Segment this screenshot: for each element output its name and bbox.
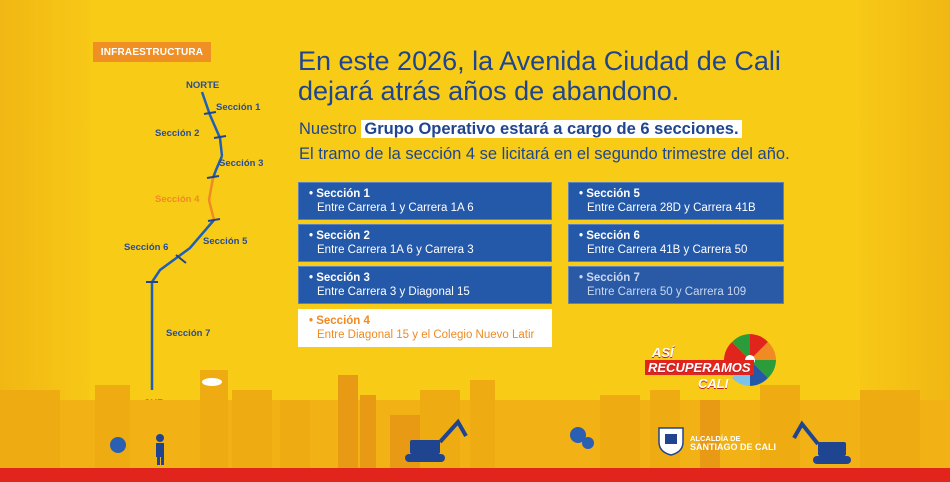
section-card-4-title: • Sección 4	[309, 315, 370, 327]
section-card-4-desc: Entre Diagonal 15 y el Colegio Nuevo Latir	[317, 329, 535, 341]
section-card-2	[298, 224, 552, 262]
headline-line2: dejará atrás años de abandono.	[298, 76, 680, 106]
category-tag: INFRAESTRUCTURA	[93, 42, 211, 62]
brand-word-1: ASÍ	[652, 345, 674, 360]
alcaldia-line2: SANTIAGO DE CALI	[690, 442, 777, 452]
brand-word-2: RECUPERAMOS	[645, 360, 754, 375]
subline-1	[299, 120, 742, 139]
section-card-6-desc: Entre Carrera 41B y Carrera 50	[587, 244, 748, 256]
route-section4	[209, 178, 214, 220]
map-north-label: NORTE	[186, 80, 220, 91]
section-card-1-desc: Entre Carrera 1 y Carrera 1A 6	[317, 202, 474, 214]
subline-1-highlight: Grupo Operativo estará a cargo de 6 secciones.	[361, 120, 741, 138]
map-label-7: Sección 7	[166, 328, 211, 339]
cloud-icons	[202, 360, 713, 386]
worker-icon	[156, 434, 164, 465]
section-card-5-title: • Sección 5	[579, 188, 640, 200]
headline-line1: En este 2026, la Avenida Ciudad de Cali	[298, 46, 781, 76]
section-card-2-desc: Entre Carrera 1A 6 y Carrera 3	[317, 244, 474, 256]
section-card-6-title: • Sección 6	[579, 230, 640, 242]
city-skyline-illustration	[0, 360, 950, 482]
section-card-3	[298, 266, 552, 304]
map-label-2: Sección 2	[155, 128, 200, 139]
section-card-3-desc: Entre Carrera 3 y Diagonal 15	[317, 286, 470, 298]
subline-2: El tramo de la sección 4 se licitará en el segundo trimestre del año.	[299, 145, 790, 163]
section-card-5-desc: Entre Carrera 28D y Carrera 41B	[587, 202, 756, 214]
section-card-1-title: • Sección 1	[309, 188, 370, 200]
section-card-1	[298, 182, 552, 220]
section-card-3-title: • Sección 3	[309, 272, 370, 284]
subline-1-prefix: Nuestro	[299, 120, 357, 138]
map-label-4: Sección 4	[155, 194, 200, 205]
section-card-7-desc: Entre Carrera 50 y Carrera 109	[587, 286, 747, 298]
map-label-5: Sección 5	[203, 236, 248, 247]
alcaldia-line1: ALCALDÍA DE	[690, 434, 741, 443]
bottom-stripe	[0, 468, 950, 482]
section-card-2-title: • Sección 2	[309, 230, 370, 242]
section-card-7	[568, 266, 784, 304]
alcaldia-logo-text	[690, 434, 776, 452]
route-map	[120, 70, 290, 400]
section-card-7-title: • Sección 7	[579, 272, 640, 284]
map-label-1: Sección 1	[216, 102, 261, 113]
coat-of-arms-icon	[657, 426, 685, 456]
section-card-5	[568, 182, 784, 220]
map-label-3: Sección 3	[219, 158, 264, 169]
section-card-6	[568, 224, 784, 262]
section-card-4	[298, 309, 552, 347]
brand-word-3: CALI	[698, 376, 729, 391]
map-label-6: Sección 6	[124, 242, 169, 253]
